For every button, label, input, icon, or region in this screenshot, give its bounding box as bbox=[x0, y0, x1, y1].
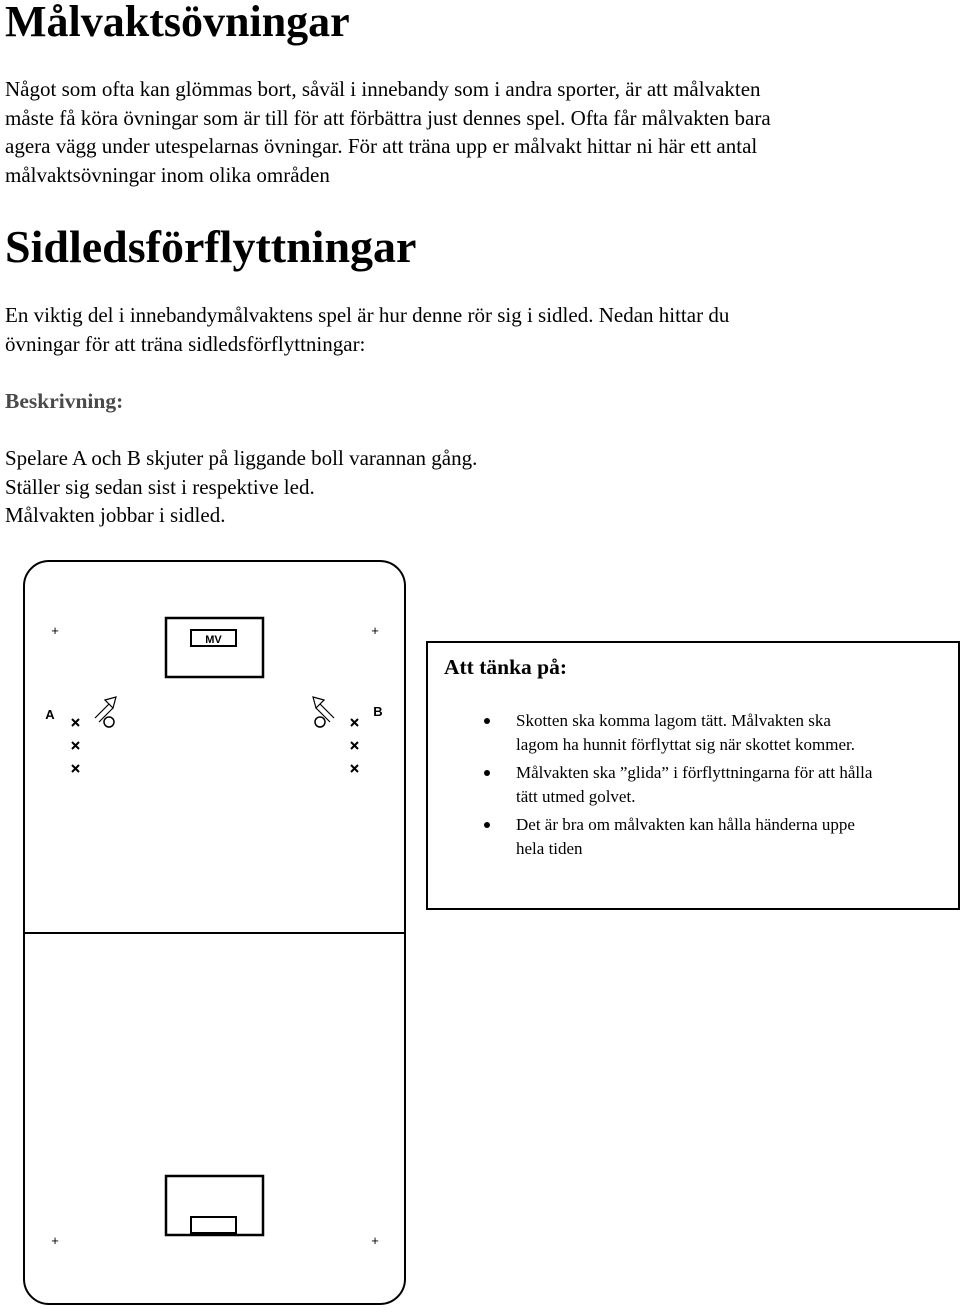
player-b-label: B bbox=[373, 704, 383, 719]
player-b-queue bbox=[351, 719, 358, 772]
bottom-goal-box bbox=[191, 1217, 236, 1233]
description-line: Spelare A och B skjuter på liggande boll varannan gång. bbox=[5, 446, 478, 470]
section-paragraph bbox=[5, 301, 729, 358]
faceoff-dot: + bbox=[51, 623, 59, 638]
list-item bbox=[428, 813, 958, 861]
description-paragraph bbox=[5, 444, 477, 530]
tip-text: Skotten ska komma lagom tätt. Målvakten ska lagom ha hunnit förflyttat sig när skottet kommer. bbox=[516, 711, 855, 754]
bottom-goal-crease bbox=[166, 1176, 263, 1235]
intro-line: agera vägg under utespelarnas övningar. För att träna upp er målvakt hittar ni här ett antal bbox=[5, 134, 758, 158]
list-item bbox=[428, 709, 958, 757]
section-line: övningar för att träna sidledsförflyttningar: bbox=[5, 331, 366, 356]
faceoff-dot: + bbox=[371, 623, 379, 638]
description-label: Beskrivning: bbox=[5, 389, 124, 413]
faceoff-dot: + bbox=[371, 1233, 379, 1248]
section-line: En viktig del i innebandymålvaktens spel är hur denne rör sig i sidled. Nedan hittar du bbox=[5, 303, 730, 327]
rink-drawing bbox=[25, 562, 405, 1304]
intro-line: målvaktsövningar inom olika områden bbox=[5, 162, 330, 187]
tip-text: Det är bra om målvakten kan hålla händerna uppe hela tiden bbox=[516, 815, 855, 858]
description-line: Ställer sig sedan sist i respektive led. bbox=[5, 474, 315, 499]
page-title: Målvaktsövningar bbox=[5, 0, 350, 46]
bullet-icon bbox=[484, 718, 490, 724]
intro-line: måste få köra övningar som är till för att förbättra just dennes spel. Ofta får målvakten bara bbox=[5, 105, 771, 130]
rink-diagram bbox=[23, 560, 406, 1305]
ball-left bbox=[104, 717, 114, 727]
tips-box bbox=[426, 641, 960, 910]
intro-line: Något som ofta kan glömmas bort, såväl i innebandy som i andra sporter, är att målvakten bbox=[5, 77, 761, 101]
bullet-icon bbox=[484, 770, 490, 776]
goalkeeper-label: MV bbox=[205, 634, 222, 646]
list-item bbox=[428, 761, 958, 809]
player-a-queue bbox=[72, 719, 79, 772]
tips-list bbox=[428, 709, 958, 865]
ball-right bbox=[315, 717, 325, 727]
section-title: Sidledsförflyttningar bbox=[5, 221, 417, 272]
player-a-label: A bbox=[45, 707, 55, 722]
bullet-icon bbox=[484, 822, 490, 828]
tip-text: Målvakten ska ”glida” i förflyttningarna för att hålla tätt utmed golvet. bbox=[516, 763, 873, 806]
faceoff-dot: + bbox=[51, 1233, 59, 1248]
top-goal-crease bbox=[166, 618, 263, 677]
intro-paragraph bbox=[5, 75, 771, 189]
tips-title: Att tänka på: bbox=[444, 655, 568, 679]
description-line: Målvakten jobbar i sidled. bbox=[5, 503, 226, 527]
